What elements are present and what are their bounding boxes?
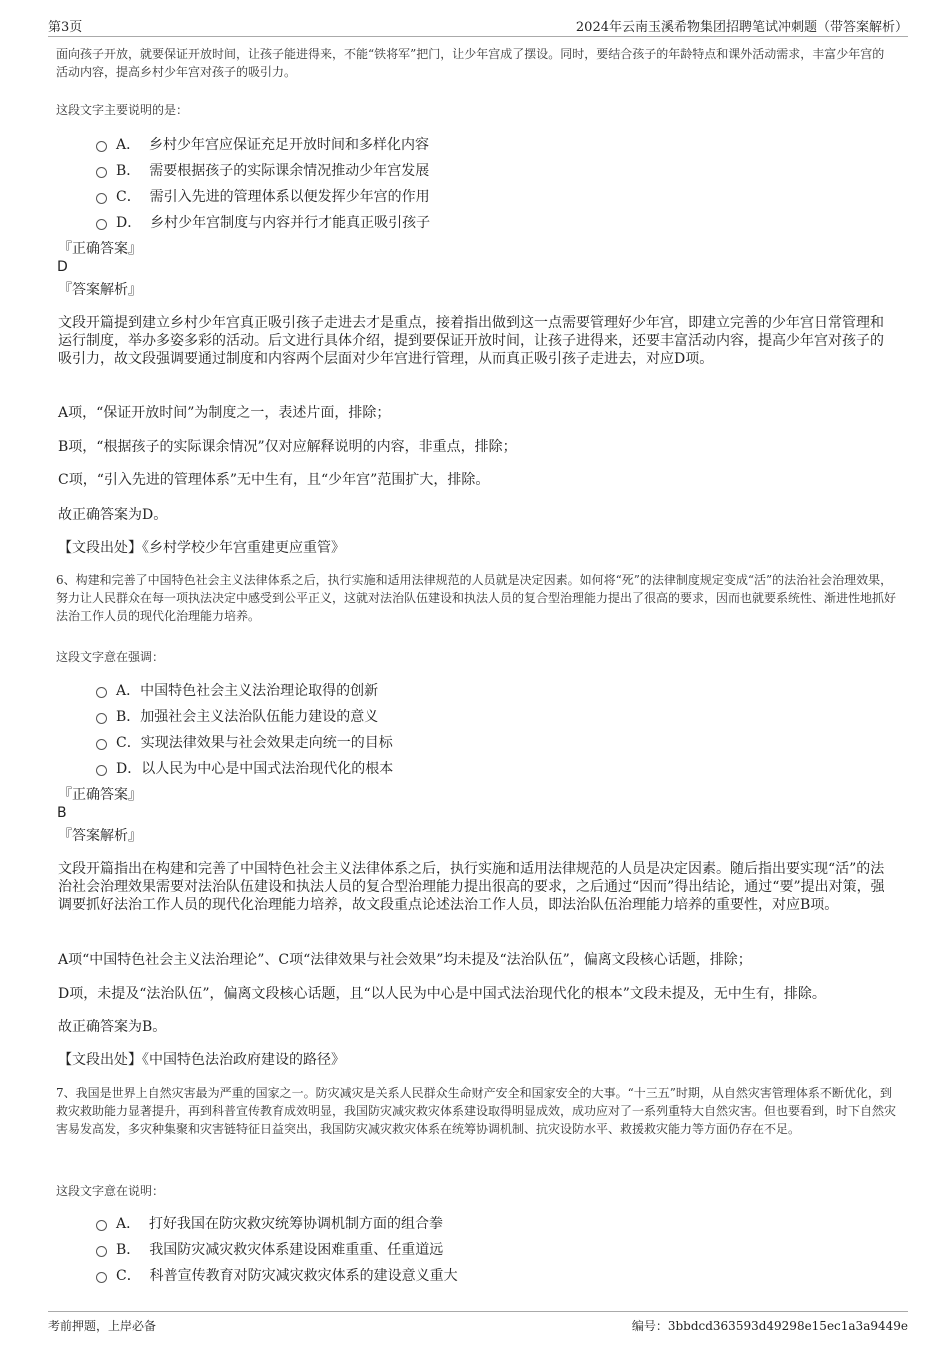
radio-icon[interactable] — [96, 219, 107, 230]
q7-option-c[interactable]: C． 科普宣传教育对防灾减灾救灾体系的建设意义重大 — [96, 1265, 458, 1285]
q5-line-b: B项，“根据孩子的实际课余情况”仅对应解释说明的内容，非重点，排除； — [58, 439, 517, 455]
q5-analysis: 文段开篇提到建立乡村少年宫真正吸引孩子走进去才是重点，接着指出做到这一点需要管理好少年宫，即建立完善的少年宫日常管理和运行制度，举办多姿多彩的活动。后文进行具体介绍，提到要保证开放时间，让孩子进得来，还要丰富活动内容，提高少年宫对孩子的吸引力，故文段强调要通过制度和内容两个层面对少年宫进行管理，从而真正吸引孩子走进去，对应D项。 — [58, 315, 884, 367]
q6-option-a[interactable]: A．中国特色社会主义法治理论取得的创新 — [96, 680, 378, 700]
document-id: 编号：3bbdcd363593d49298e15ec1a3a9449e — [631, 1319, 908, 1333]
q5-answer: D — [57, 259, 68, 275]
radio-icon[interactable] — [96, 141, 107, 152]
radio-icon[interactable] — [96, 1220, 107, 1231]
q7-prompt: 这段文字意在说明： — [56, 1184, 165, 1198]
footer-slogan: 考前押题，上岸必备 — [48, 1319, 157, 1333]
q6-option-d[interactable]: D．以人民为中心是中国式法治现代化的根本 — [96, 758, 393, 778]
q6-line-d: D项，未提及“法治队伍”，偏离文段核心话题，且“以人民为中心是中国式法治现代化的根本”文段未提及，无中生有，排除。 — [58, 986, 826, 1002]
q6-option-b[interactable]: B．加强社会主义法治队伍能力建设的意义 — [96, 706, 378, 726]
q5-option-d[interactable]: D． 乡村少年宫制度与内容并行才能真正吸引孩子 — [96, 212, 430, 232]
radio-icon[interactable] — [96, 167, 107, 178]
q6-conclusion: 故正确答案为B。 — [58, 1019, 167, 1035]
document-title: 2024年云南玉溪希物集团招聘笔试冲刺题（带答案解析） — [575, 20, 908, 35]
page-number: 第3页 — [48, 20, 83, 35]
q5-option-b[interactable]: B． 需要根据孩子的实际课余情况推动少年宫发展 — [96, 160, 429, 180]
q5-conclusion: 故正确答案为D。 — [58, 507, 168, 523]
q5-analysis-label: 『答案解析』 — [58, 282, 142, 298]
q7-option-b[interactable]: B． 我国防灾减灾救灾体系建设困难重重、任重道远 — [96, 1239, 443, 1259]
q5-answer-label: 『正确答案』 — [58, 241, 142, 257]
q6-analysis: 文段开篇指出在构建和完善了中国特色社会主义法律体系之后，执行实施和适用法律规范的人员是决定因素。随后指出要实现“活”的法治社会治理效果需要对法治队伍建设和执法人员的复合型治理能力提出很高的要求，之后通过“因而”得出结论，通过“要”提出对策，强调要抓好法治工作人员的现代化治理能力培养，故文段重点论述法治工作人员，即法治队伍治理能力培养的重要性，对应B项。 — [58, 861, 885, 913]
radio-icon[interactable] — [96, 1246, 107, 1257]
q6-prompt: 这段文字意在强调： — [56, 650, 165, 664]
q5-prompt: 这段文字主要说明的是： — [56, 103, 189, 117]
q6-line-ac: A项“中国特色社会主义法治理论”、C项“法律效果与社会效果”均未提及“法治队伍”，偏离文段核心话题，排除； — [58, 952, 752, 968]
radio-icon[interactable] — [96, 193, 107, 204]
q6-option-c[interactable]: C．实现法律效果与社会效果走向统一的目标 — [96, 732, 393, 752]
q6-answer: B — [57, 805, 67, 821]
q5-line-a: A项，“保证开放时间”为制度之一，表述片面，排除； — [58, 405, 391, 421]
page-footer — [48, 1311, 908, 1336]
radio-icon[interactable] — [96, 687, 107, 698]
q5-source: 【文段出处】《乡村学校少年宫重建更应重管》 — [58, 540, 345, 556]
q5-line-c: C项，“引入先进的管理体系”无中生有，且“少年宫”范围扩大，排除。 — [58, 472, 490, 488]
radio-icon[interactable] — [96, 765, 107, 776]
q5-option-a[interactable]: A． 乡村少年宫应保证充足开放时间和多样化内容 — [96, 134, 429, 154]
q6-answer-label: 『正确答案』 — [58, 787, 142, 803]
q7-passage: 7、我国是世界上自然灾害最为严重的国家之一。防灾减灾是关系人民群众生命财产安全和国家安全的大事。“十三五”时期，从自然灾害管理体系不断优化，到救灾救助能力显著提升，再到科普宣传教育成效明显，我国防灾减灾救灾体系建设取得明显成效，成功应对了一系列重特大自然灾害。但也要看到，时下自然灾害易发高发，多灾种集聚和灾害链特征日益突出，我国防灾减灾救灾体系在统筹协调机制、抗灾设防水平、救援救灾能力等方面仍存在不足。 — [56, 1086, 897, 1136]
q5-option-c[interactable]: C． 需引入先进的管理体系以便发挥少年宫的作用 — [96, 186, 430, 206]
q6-source: 【文段出处】《中国特色法治政府建设的路径》 — [58, 1052, 345, 1068]
radio-icon[interactable] — [96, 1272, 107, 1283]
radio-icon[interactable] — [96, 713, 107, 724]
q6-passage: 6、构建和完善了中国特色社会主义法律体系之后，执行实施和适用法律规范的人员就是决定因素。如何将“死”的法律制度规定变成“活”的法治社会治理效果，努力让人民群众在每一项执法决定中感受到公平正义，这就对法治队伍建设和执法人员的复合型治理能力提出了很高的要求，因而也就要系统性、渐进性地抓好法治工作人员的现代化治理能力培养。 — [56, 573, 897, 623]
q5-passage-tail: 面向孩子开放，就要保证开放时间，让孩子能进得来，不能“铁将军”把门，让少年宫成了摆设。同时，要结合孩子的年龄特点和课外活动需求，丰富少年宫的活动内容，提高乡村少年宫对孩子的吸引力。 — [56, 47, 885, 79]
q6-analysis-label: 『答案解析』 — [58, 828, 142, 844]
page-header — [48, 14, 908, 37]
radio-icon[interactable] — [96, 739, 107, 750]
q7-option-a[interactable]: A． 打好我国在防灾救灾统筹协调机制方面的组合拳 — [96, 1213, 443, 1233]
